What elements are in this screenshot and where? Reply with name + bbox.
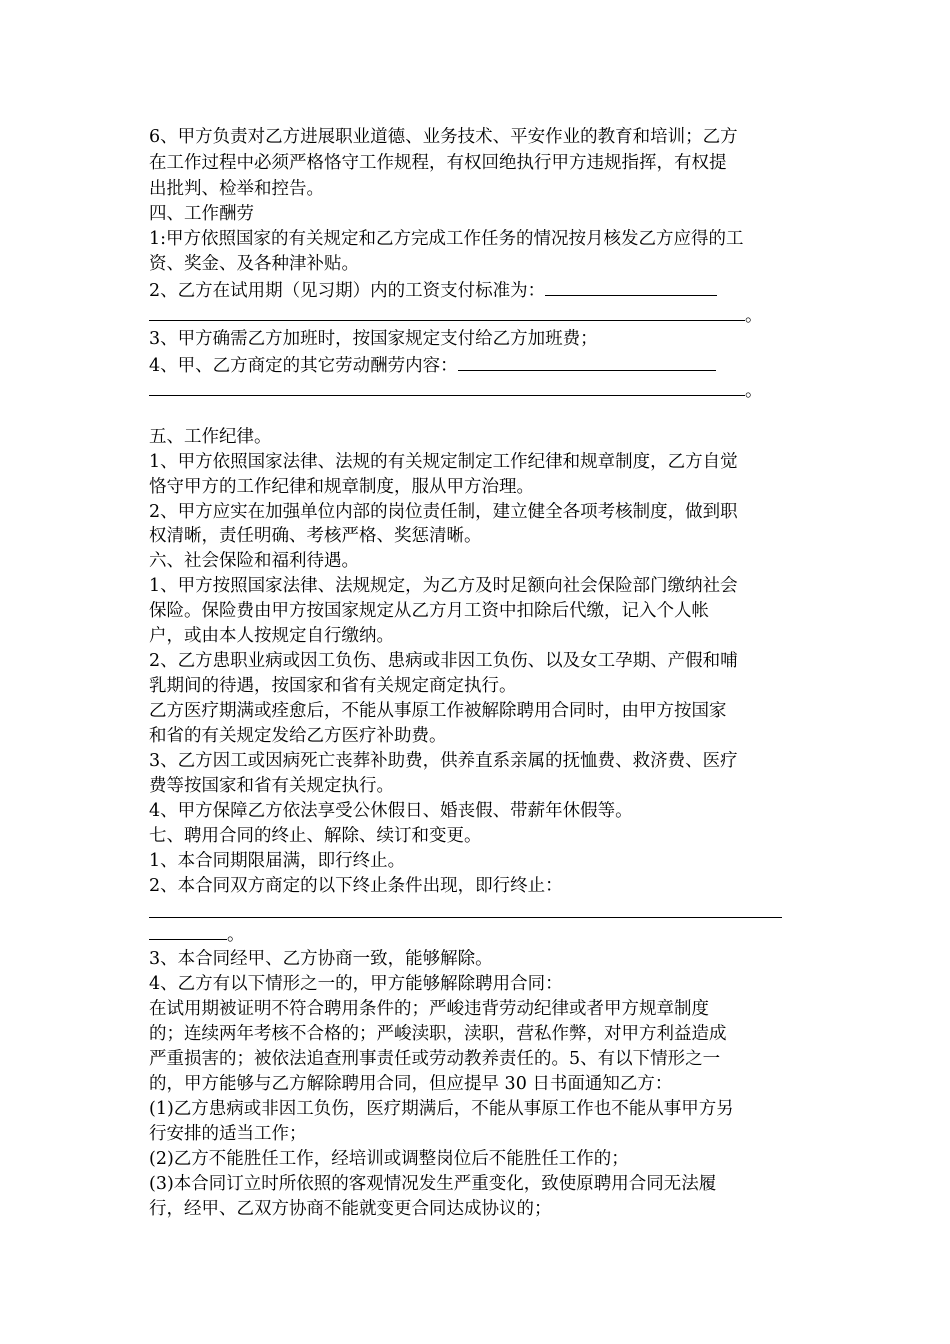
text-line: 和省的有关规定发给乙方医疗补助费。 [149,726,447,746]
section-heading: 五、工作纪律。 [149,427,272,447]
text-segment: 。 [745,306,763,326]
text-segment: 。 [227,925,245,945]
text-line: 2、乙方患职业病或因工负伤、患病或非因工负伤、以及女工孕期、产假和哺 [149,651,738,671]
text-line: (1)乙方患病或非因工负伤，医疗期满后，不能从事原工作也不能从事甲方另 [149,1099,734,1119]
text-line: 6、甲方负责对乙方进展职业道德、业务技术、平安作业的教育和培训；乙方 [149,127,738,147]
text-segment: 4、甲、乙方商定的其它劳动酬劳内容： [149,356,458,376]
text-line: 行，经甲、乙双方协商不能就变更合同达成协议的； [149,1199,552,1219]
fill-in-blank [149,899,782,918]
text-segment: 2、乙方在试用期（见习期）内的工资支付标准为： [149,281,546,301]
text-line: 4、乙方有以下情形之一的，甲方能够解除聘用合同： [149,974,563,994]
fill-in-blank [545,277,717,296]
text-line: 出批判、检举和控告。 [149,179,324,199]
text-line-with-blank [149,921,245,945]
text-line: 3、甲方确需乙方加班时，按国家规定支付给乙方加班费； [149,329,598,349]
text-line: 费等按国家和省有关规定执行。 [149,776,394,796]
text-line: 3、乙方因工或因病死亡丧葬补助费，供养直系亲属的抚恤费、救济费、医疗 [149,751,738,771]
text-line-with-blank [149,899,782,923]
text-line: 1、甲方按照国家法律、法规规定，为乙方及时足额向社会保险部门缴纳社会 [149,576,738,596]
text-line: 恪守甲方的工作纪律和规章制度，服从甲方治理。 [149,477,534,497]
text-line-with-blank [149,377,763,401]
text-line: 1、本合同期限届满，即行终止。 [149,851,406,871]
text-line: 在试用期被证明不符合聘用条件的；严峻违背劳动纪律或者甲方规章制度 [149,999,709,1019]
fill-in-blank [149,377,745,396]
text-line: 2、甲方应实在加强单位内部的岗位责任制，建立健全各项考核制度，做到职 [149,502,738,522]
fill-in-blank [149,302,745,321]
text-line: 在工作过程中必须严格恪守工作规程，有权回绝执行甲方违规指挥，有权提 [149,153,727,173]
text-line: 行安排的适当工作； [149,1124,307,1144]
text-line: 乙方医疗期满或痊愈后，不能从事原工作被解除聘用合同时，由甲方按国家 [149,701,727,721]
text-line: (3)本合同订立时所依照的客观情况发生严重变化，致使原聘用合同无法履 [149,1174,717,1194]
text-line-with-blank [149,352,716,376]
text-line: 2、本合同双方商定的以下终止条件出现，即行终止： [149,876,563,896]
fill-in-blank [149,921,227,940]
text-segment: 。 [745,381,763,401]
text-line: 权清晰，责任明确、考核严格、奖惩清晰。 [149,526,482,546]
text-line: 3、本合同经甲、乙方协商一致，能够解除。 [149,949,493,969]
text-line: 户，或由本人按规定自行缴纳。 [149,626,394,646]
text-line: 1、甲方依照国家法律、法规的有关规定制定工作纪律和规章制度，乙方自觉 [149,452,738,472]
text-line-with-blank [149,277,717,301]
text-line: 的，甲方能够与乙方解除聘用合同，但应提早 30 日书面通知乙方： [149,1074,673,1094]
text-line: 1:甲方依照国家的有关规定和乙方完成工作任务的情况按月核发乙方应得的工 [149,229,744,249]
fill-in-blank [458,352,716,371]
section-heading: 七、聘用合同的终止、解除、续订和变更。 [149,826,482,846]
section-heading: 四、工作酬劳 [149,204,254,224]
text-line: (2)乙方不能胜任工作，经培训或调整岗位后不能胜任工作的； [149,1149,629,1169]
text-line: 4、甲方保障乙方依法享受公休假日、婚丧假、带薪年休假等。 [149,801,633,821]
text-line: 资、奖金、及各种津补贴。 [149,254,359,274]
text-line-with-blank [149,302,763,326]
text-line: 的；连续两年考核不合格的；严峻渎职，渎职，营私作弊，对甲方利益造成 [149,1024,727,1044]
text-line: 严重损害的；被依法追查刑事责任或劳动教养责任的。5、有以下情形之一 [149,1049,721,1069]
text-line: 保险。保险费由甲方按国家规定从乙方月工资中扣除后代缴，记入个人帐 [149,601,709,621]
text-line: 乳期间的待遇，按国家和省有关规定商定执行。 [149,676,517,696]
section-heading: 六、社会保险和福利待遇。 [149,551,359,571]
